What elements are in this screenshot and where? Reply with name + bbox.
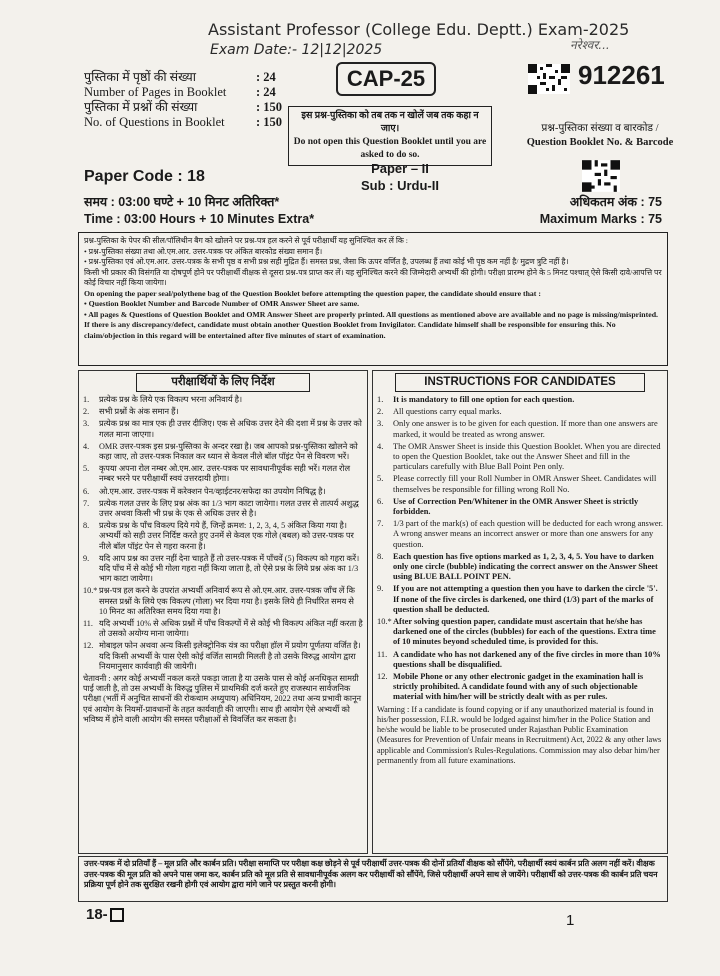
instruction-item — [83, 554, 363, 585]
instruction-item — [83, 407, 363, 417]
instruction-item — [83, 619, 363, 639]
notice-en: Do not open this Question Booklet until you are asked to do so. — [293, 137, 487, 160]
time-en: Time : 03:00 Hours + 10 Minutes Extra* — [84, 212, 315, 226]
instruction-text: सभी प्रश्नों के अंक समान हैं। — [99, 407, 179, 417]
bottom-paper-code — [86, 906, 124, 923]
instruction-item — [377, 497, 663, 517]
instruction-number: 7. — [83, 498, 90, 508]
instruction-number: 8. — [83, 521, 90, 531]
instruction-text: Only one answer is to be given for each question. If more than one answers are marked, it would be treated as wrong answer. — [393, 419, 658, 439]
english-warning: Warning : If a candidate is found copying or if any unauthorized material is found in his/her possession, F.I.R. would be lodged against him/her in the Police Station and he/she would be liable to be prosecuted under Rajasthan Public Examination (Measures for Prevention of Unfair means in Recruitment) Act, 2022 & any other laws applicable and Commission's Rules-Regulations. Commission may also debar him/her permanently from all future examinations. — [377, 704, 662, 765]
instruction-text: The OMR Answer Sheet is inside this Question Booklet. When you are directed to open the Question Booklet, take out the Answer Sheet and fill in the particulars carefully with Blue Ball Point Pen only. — [393, 441, 661, 472]
instruction-text: Mobile Phone or any other electronic gadget in the examination hall is strictly prohibited. A candidate found with any of such objectionable material with him/her will be strictly dealt with as per rules. — [393, 672, 644, 702]
marks-hi: अधिकतम अंक : 75 — [569, 195, 662, 209]
instruction-number: 2. — [377, 407, 384, 417]
hindi-instructions-list — [83, 395, 363, 672]
instruction-item — [83, 395, 363, 405]
opening-instructions-box — [78, 232, 668, 366]
hindi-instructions-title: परीक्षार्थियों के लिए निर्देश — [136, 373, 310, 392]
instruction-item — [377, 419, 663, 439]
instruction-text: All questions carry equal marks. — [393, 407, 502, 417]
carbon-copy-notice: उत्तर-पत्रक में दो प्रतियाँ हैं – मूल प्रति और कार्बन प्रति। परीक्षा समाप्ति पर परीक्षा कक्ष छोड़ने से पूर्व परीक्षार्थी उत्तर-पत्रक की दोनों प्रतियाँ वीक्षक को सौंपेंगे, परीक्षार्थी स्वयं कार्बन प्रति अलग नहीं करें। वीक्षक उत्तर-पत्रक की मूल प्रति को अपने पास जमा कर, कार्बन प्रति को मूल प्रति से सावधानीपूर्वक अलग कर परीक्षार्थी को सौंपेंगे, जिसे परीक्षार्थी अपने साथ ले जायेंगे। परीक्षार्थी को उत्तर-पत्रक की कार्बन प्रति चयन प्रक्रिया पूर्ण होने तक सुरक्षित रखनी होगी एवं आयोग द्वारा मांगे जाने पर प्रस्तुत करनी होगी। — [78, 856, 668, 902]
paper-code: Paper Code : 18 — [84, 168, 205, 185]
instruction-item — [377, 474, 663, 494]
paper-title-block — [340, 160, 460, 194]
paper-subject: Sub : Urdu-II — [361, 178, 439, 193]
qr-code-top — [528, 64, 570, 94]
marks-en: Maximum Marks : 75 — [539, 212, 662, 226]
instruction-item — [377, 650, 663, 670]
opening-p6: • Question Booklet Number and Barcode Number of OMR Answer Sheet are same. — [84, 299, 360, 308]
handwritten-exam-title: Assistant Professor (College Edu. Deptt.) Exam-2025 — [208, 20, 630, 39]
do-not-open-notice — [288, 106, 492, 166]
opening-p4: किसी भी प्रकार की विसंगति या दोषपूर्ण होने पर परीक्षार्थी वीक्षक से दूसरा प्रश्न-पत्र प्राप्त कर लें। यह सुनिश्चित करने की जिम्मेदारी अभ्यर्थी की होगी। परीक्षा प्रारम्भ होने के 5 मिनट पश्चात् ऐसे किसी दावे/आपत्ति पर कोई विचार नहीं किया जायेगा। — [84, 267, 662, 287]
instruction-number: 12. — [377, 672, 388, 682]
questions-value-en: : 150 — [256, 115, 283, 129]
instruction-number: 11. — [83, 619, 93, 629]
barcode-qr — [582, 160, 620, 192]
instruction-item — [83, 586, 363, 617]
english-instructions-list — [377, 395, 663, 703]
instruction-text: कृपया अपना रोल नम्बर ओ.एम.आर. उत्तर-पत्रक पर सावधानीपूर्वक सही भरें। गलत रोल नम्बर भरने पर परीक्षार्थी स्वयं उत्तरदायी होगा। — [99, 464, 351, 484]
pages-value-en: : 24 — [256, 85, 276, 99]
instruction-item — [377, 442, 663, 473]
instruction-text: यदि अभ्यर्थी 10% से अधिक प्रश्नों में पाँच विकल्पों में से कोई भी विकल्प अंकित नहीं करता है तो उसको अयोग्य माना जायेगा। — [99, 619, 363, 639]
bottom-code-text: 18- — [86, 906, 108, 923]
exam-code-box: CAP-25 — [336, 62, 436, 96]
instruction-number: 4. — [377, 441, 384, 451]
instruction-text: प्रत्येक प्रश्न का मात्र एक ही उत्तर दीजिए। एक से अधिक उत्तर देने की दशा में प्रश्न के उत्तर को गलत माना जाएगा। — [99, 419, 362, 439]
questions-value-hi: : 150 — [256, 100, 283, 114]
instruction-number: 9. — [377, 584, 384, 594]
instruction-text: OMR उत्तर-पत्रक इस प्रश्न-पुस्तिका के अन्दर रखा है। जब आपको प्रश्न-पुस्तिका खोलने को कहा जाए, तो उत्तर-पत्रक निकाल कर ध्यान से केवल नीले बॉल पॉइंट पेन से विवरण भरें। — [99, 441, 358, 462]
instruction-number: 10.* — [377, 617, 392, 627]
checkbox-icon — [110, 908, 124, 922]
instruction-number: 9. — [83, 553, 90, 563]
hindi-instructions — [78, 370, 368, 854]
page-number: 1 — [566, 912, 575, 929]
booklet-label-hi: प्रश्न-पुस्तिका संख्या व बारकोड / — [541, 123, 659, 134]
opening-p8: If there is any discrepancy/defect, candidate must obtain another Question Booklet from Invigilator. Candidate himself shall be responsible for ensuring this. No claim/objection in this regard will be entertained after five minutes of start of examination. — [84, 320, 616, 340]
instruction-item — [377, 407, 663, 417]
instruction-number: 3. — [83, 419, 90, 429]
english-instructions — [372, 370, 668, 854]
instruction-number: 6. — [83, 486, 90, 496]
instruction-text: यदि आप प्रश्न का उत्तर नहीं देना चाहते हैं तो उत्तर-पत्रक में पाँचवें (5) विकल्प को गहरा करें। यदि पाँच में से कोई भी गोला गहरा नहीं किया जाता है, तो ऐसे प्रश्न के लिये प्रश्न अंक का 1/3 भाग काटा जायेगा। — [99, 553, 360, 584]
instruction-number: 5. — [377, 474, 384, 484]
instruction-text: A candidate who has not darkened any of the five circles in more than 10% questions shall be disqualified. — [393, 649, 661, 669]
time-hi: समय : 03:00 घण्टे + 10 मिनट अतिरिक्त* — [84, 195, 280, 209]
booklet-number: 912261 — [578, 60, 665, 90]
instruction-text: It is mandatory to fill one option for each question. — [393, 395, 575, 404]
instruction-text: Please correctly fill your Roll Number in OMR Answer Sheet. Candidates will themselves be responsible for filling wrong Roll No. — [393, 474, 657, 494]
instruction-number: 5. — [83, 464, 90, 474]
opening-p3: • प्रश्न-पुस्तिका एवं ओ.एम.आर. उत्तर-पत्रक के सभी पृष्ठ व सभी प्रश्न सही मुद्रित हैं। समस्त प्रश्न, जैसा कि ऊपर वर्णित है, उपलब्ध हैं तथा कोई भी पृष्ठ कम नहीं है/ मुद्रण त्रुटि नहीं है। — [84, 257, 569, 266]
instruction-number: 3. — [377, 419, 384, 429]
instruction-item — [83, 641, 363, 672]
instruction-text: ओ.एम.आर. उत्तर-पत्रक में करेक्शन पेन/व्हाईटनर/सफेदा का उपयोग निषिद्ध है। — [99, 486, 326, 496]
paper-title: Paper – II — [371, 161, 429, 176]
instruction-number: 12. — [83, 641, 94, 651]
instruction-item — [377, 584, 663, 615]
instruction-text: प्रत्येक गलत उत्तर के लिए प्रश्न अंक का 1/3 भाग काटा जायेगा। गलत उत्तर से तात्पर्य अशुद्ध उत्तर अथवा किसी भी प्रश्न के एक से अधिक उत्तर से है। — [99, 498, 359, 519]
instruction-item — [377, 395, 663, 405]
pages-label-hi: पुस्तिका में पृष्ठों की संख्या — [84, 70, 196, 84]
instruction-text: Each question has five options marked as 1, 2, 3, 4, 5. You have to darken only one circle (bubble) indicating the correct answer on the Answer Sheet using BLUE BALL POINT PEN. — [393, 551, 658, 582]
instruction-item — [83, 487, 363, 497]
opening-p1: प्रश्न-पुस्तिका के पेपर की सील/पॉलिथीन बैग को खोलने पर प्रश्न-पत्र हल करने से पूर्व परीक्षार्थी यह सुनिश्चित कर लें कि : — [84, 236, 408, 245]
english-instructions-title: INSTRUCTIONS FOR CANDIDATES — [395, 373, 645, 392]
instruction-number: 1. — [377, 395, 384, 404]
instruction-text: प्रत्येक प्रश्न के पाँच विकल्प दिये गये हैं, जिन्हें क्रमश: 1, 2, 3, 4, 5 अंकित किया गया है। अभ्यर्थी को सही उत्तर निर्दिष्ट करते हुए उनमें से केवल एक गोले (बबल) को उत्तर-पत्रक पर नीले बॉल पॉइंट पेन से गहरा करना है। — [99, 521, 354, 551]
pages-label-en: Number of Pages in Booklet — [84, 85, 227, 99]
questions-label-hi: पुस्तिका में प्रश्नों की संख्या — [84, 100, 198, 114]
instruction-number: 11. — [377, 649, 388, 659]
instructions-columns — [78, 370, 668, 854]
handwritten-scribble: नरेश्वर... — [570, 38, 610, 52]
instruction-item — [377, 519, 663, 550]
notice-hi: इस प्रश्न-पुस्तिका को तब तक न खोलें जब तक कहा न जाए। — [301, 111, 479, 134]
instruction-number: 4. — [83, 441, 90, 451]
instruction-text: 1/3 part of the mark(s) of each question will be deducted for each wrong answer. A wrong answer means an incorrect answer or more than one answers for any question. — [393, 519, 663, 549]
instruction-number: 6. — [377, 496, 384, 506]
booklet-label — [500, 122, 700, 150]
booklet-meta — [84, 70, 282, 130]
marks-block — [516, 194, 662, 228]
opening-p2: • प्रश्न-पुस्तिका संख्या तथा ओ.एम.आर. उत्तर-पत्रक पर अंकित बारकोड संख्या समान हैं। — [84, 246, 323, 256]
instruction-item — [83, 464, 363, 484]
instruction-item — [83, 419, 363, 439]
questions-label-en: No. of Questions in Booklet — [84, 115, 225, 129]
hindi-warning: चेतावनी : अगर कोई अभ्यर्थी नकल करते पकड़ा जाता है या उसके पास से कोई अनधिकृत सामग्री पाई जाती है, तो उस अभ्यर्थी के विरुद्ध पुलिस में प्राथमिकी दर्ज करते हुए राजस्थान सार्वजनिक परीक्षा (भर्ती में अनुचित साधनों की रोकथाम अध्युपाय) अधिनियम, 2022 तथा अन्य प्रभावी कानून एवं आयोग के नियमों-प्रावधानों के तहत कार्यवाही की जाएगी। साथ ही आयोग ऐसे अभ्यर्थी को भविष्य में होने वाली आयोग की समस्त परीक्षाओं से विवर्जित कर सकता है। — [83, 674, 362, 724]
opening-p5: On opening the paper seal/polythene bag of the Question Booklet before attempting the question paper, the candidate should ensure that : — [84, 288, 541, 298]
handwritten-exam-date: Exam Date:- 12|12|2025 — [210, 42, 383, 58]
instruction-text: Use of Correction Pen/Whitener in the OMR Answer Sheet is strictly forbidden. — [393, 496, 639, 517]
instruction-text: मोबाइल फोन अथवा अन्य किसी इलेक्ट्रोनिक यंत्र का परीक्षा हॉल में प्रयोग पूर्णतया वर्जित है। यदि किसी अभ्यर्थी के पास ऐसी कोई वर्जित सामग्री मिलती है तो उसके विरुद्ध आयोग द्वारा नियमानुसार कार्यवाही की जायेगी। — [99, 641, 361, 671]
instruction-item — [377, 672, 663, 703]
instruction-item — [83, 521, 363, 552]
instruction-number: 1. — [83, 395, 90, 404]
instruction-item — [377, 617, 663, 648]
pages-value-hi: : 24 — [256, 70, 276, 84]
instruction-text: प्रत्येक प्रश्न के लिये एक विकल्प भरना अनिवार्य है। — [99, 395, 243, 404]
instruction-number: 8. — [377, 551, 384, 561]
instruction-number: 2. — [83, 407, 90, 417]
instruction-number: 10.* — [83, 586, 98, 596]
instruction-text: प्रश्न-पत्र हल करने के उपरांत अभ्यर्थी अनिवार्य रूप से ओ.एम.आर. उत्तर-पत्रक जाँच लें कि समस्त प्रश्नों के लिये एक विकल्प (गोला) भर दिया गया है। इसके लिये ही निर्धारित समय से 10 मिनट का अतिरिक्त समय दिया गया है। — [99, 586, 355, 616]
instruction-item — [83, 499, 363, 519]
instruction-text: If you are not attempting a question then you have to darken the circle '5'. If none of the five circles is darkened, one third (1/3) part of the marks of question shall be deducted. — [393, 584, 658, 614]
instruction-item — [377, 552, 663, 583]
time-block — [84, 194, 314, 228]
instruction-text: After solving question paper, candidate must ascertain that he/she has darkened one of the circles (bubbles) for each of the questions. Extra time of 10 minutes beyond scheduled time, is provided for this. — [393, 617, 656, 647]
instruction-item — [83, 442, 363, 462]
opening-p7: • All pages & Questions of Question Booklet and OMR Answer Sheet are properly printed. All questions as mentioned above are available and no page is missing/misprinted. — [84, 309, 658, 319]
booklet-label-en: Question Booklet No. & Barcode — [526, 137, 674, 148]
instruction-number: 7. — [377, 519, 384, 529]
